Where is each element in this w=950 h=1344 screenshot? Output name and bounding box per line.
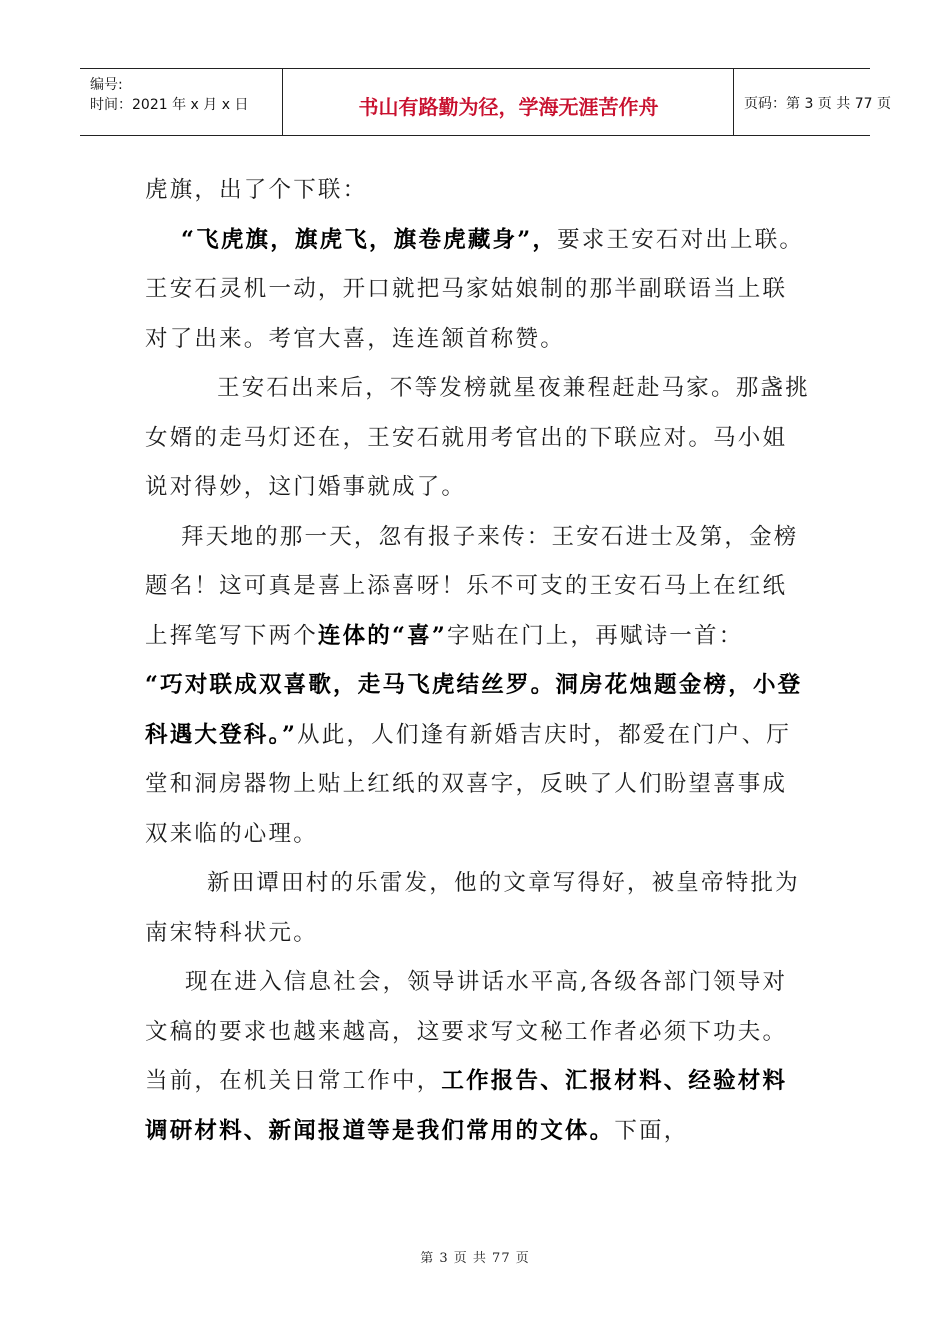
paragraph-5 [145,661,810,859]
header-motto-cell [283,69,734,135]
paragraph-text: 从此，人们逢有新婚吉庆时，都爱在门户、厅堂和洞房器物上贴上红纸的双喜字，反映了人们盼望喜事成双来临的心理。 [145,721,792,847]
paragraph-text: 王安石出来后，不等发榜就星夜兼程赶赴马家。那盏挑女婿的走马灯还在，王安石就用考官出的下联应对。马小姐说对得妙，这门婚事就成了。 [145,375,810,500]
page-footer: 第 3 页 共 77 页 [420,1251,530,1266]
paragraph-2 [145,216,810,365]
paragraph-text: 要求王安石对出上联。王安石灵机一动，开口就把马家姑娘制的那半副联语当上联对了出来。考官大喜，连连颔首称赞。 [145,226,805,352]
document-body [145,166,810,1156]
paragraph-text: 字贴在门上，再赋诗一首： [447,622,744,649]
paragraph-text: 虎旗，出了个下联： [145,177,368,203]
header-meta-cell [80,69,283,135]
paragraph-4 [145,513,810,662]
header-page-cell [734,69,891,135]
poem-quote: “巧对联成双喜歌，走马飞虎结丝罗。洞房花烛题金榜，小登科遇大登科。” [145,672,803,748]
emphasis-text: 连体的“喜” [317,622,447,649]
paragraph-6 [145,859,810,958]
document-header [80,68,891,136]
paragraph-text: 下面， [614,1117,689,1144]
paragraph-7 [145,958,810,1156]
header-motto: 书山有路勤为径，学海无涯苦作舟 [358,95,659,119]
paragraph-1 [145,166,810,216]
emphasis-text: 工作报告、汇报材料、经验材料调研材料、新闻报道等是我们常用的文体。 [145,1068,788,1144]
document-number-label: 编号: [90,77,123,93]
document-time-label: 时间：2021 年 x 月 x 日 [90,97,249,113]
paragraph-text: 现在进入信息社会，领导讲话水平高,各级各部门领导对文稿的要求也越来越高，这要求写文秘工作者必须下功夫。当前，在机关日常工作中， [145,969,788,1094]
paragraph-text: 拜天地的那一天，忽有报子来传：王安石进士及第，金榜题名！这可真是喜上添喜呀！乐不可支的王安石马上在红纸上挥笔写下两个 [145,523,799,649]
paragraph-text: 新田谭田村的乐雷发，他的文章写得好，被皇帝特批为南宋特科状元。 [145,870,800,946]
paragraph-3 [145,364,810,513]
header-page-info: 页码：第 3 页 共 77 页 [744,96,891,112]
couplet-quote: “飞虎旗，旗虎飞，旗卷虎藏身”， [181,226,558,253]
